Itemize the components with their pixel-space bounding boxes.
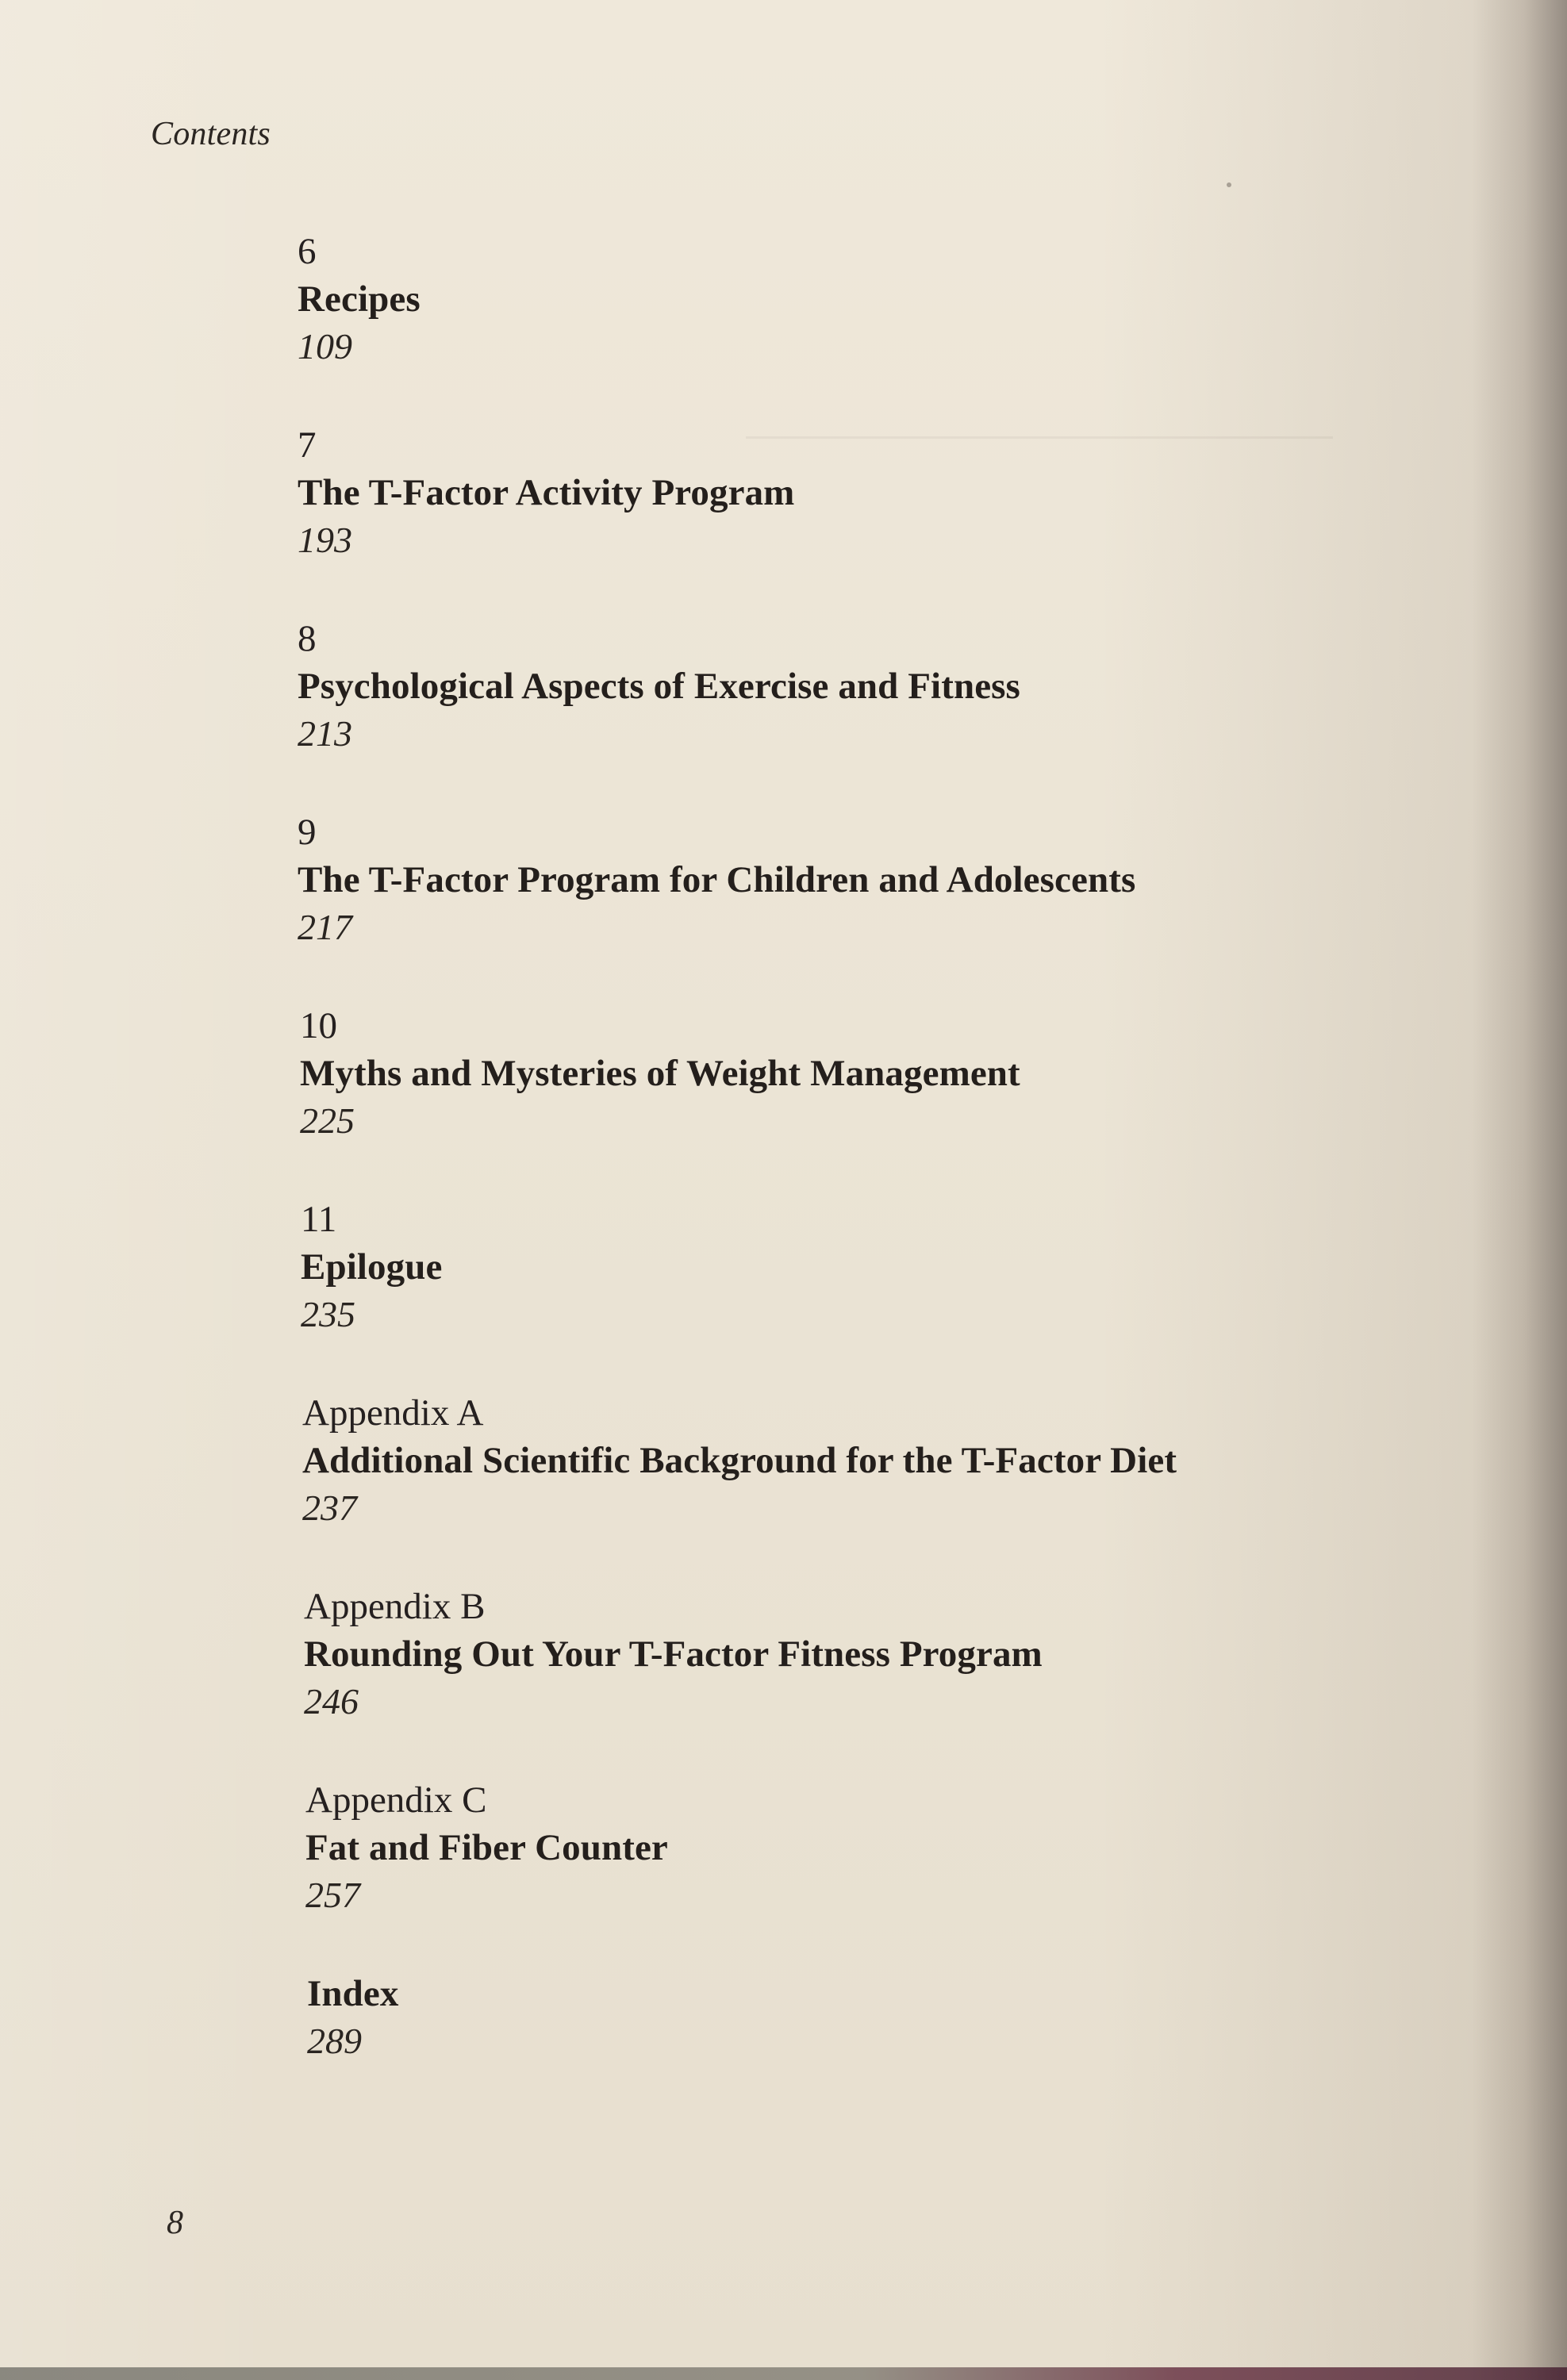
toc-entry-title: Additional Scientific Background for the T-Factor Diet [302,1440,1177,1481]
toc-entry-appendix-c [305,1776,1337,1919]
toc-entry-label: 10 [300,1005,337,1046]
toc-entry-chapter-7 [298,421,1329,564]
toc-entry-page-number: 217 [298,907,352,947]
toc-entry-page-number: 225 [300,1100,355,1141]
toc-entry-page-number: 235 [301,1294,355,1334]
toc-entry-chapter-11 [301,1196,1332,1338]
toc-entry-title: Rounding Out Your T-Factor Fitness Program [304,1633,1043,1675]
toc-entry-title: Fat and Fiber Counter [305,1827,668,1868]
page-number: 8 [167,2205,183,2241]
toc-entry-chapter-9 [298,808,1329,951]
toc-entry-label: 7 [298,424,317,466]
toc-entry-title: Epilogue [301,1246,443,1288]
toc-entry-chapter-8 [298,615,1329,758]
page-bottom-edge [0,2367,1567,2380]
toc-entry-page-number: 289 [307,2021,362,2061]
toc-entry-appendix-a [302,1389,1334,1532]
toc-entry-title: Psychological Aspects of Exercise and Fitness [298,666,1020,707]
dust-speck [1227,182,1231,187]
toc-entry-label: 6 [298,231,317,272]
toc-entry-index [307,1970,1338,2065]
running-head: Contents [151,116,271,152]
toc-entry-title: The T-Factor Activity Program [298,472,795,513]
toc-entry-label: 9 [298,812,317,853]
toc-entry-title: Recipes [298,278,421,320]
toc-entry-title: Myths and Mysteries of Weight Management [300,1053,1020,1094]
toc-entry-appendix-b [304,1583,1335,1726]
toc-entry-label: Appendix A [302,1392,484,1434]
toc-entry-page-number: 109 [298,326,352,367]
toc-entry-label: 11 [301,1199,337,1240]
toc-entry-chapter-6 [298,228,1329,370]
toc-entry-title: The T-Factor Program for Children and Adolescents [298,859,1136,900]
toc-entry-label: Appendix C [305,1779,487,1821]
toc-entry-page-number: 193 [298,520,352,560]
binding-shadow [1472,0,1567,2380]
toc-entry-label: 8 [298,618,317,659]
toc-entry-title: Index [307,1973,399,2014]
toc-entry-chapter-10 [300,1002,1331,1145]
toc-entry-label: Appendix B [304,1586,486,1627]
toc-entry-page-number: 257 [305,1875,360,1915]
toc-entry-page-number: 237 [302,1488,357,1528]
toc-entry-page-number: 213 [298,713,352,754]
toc-entry-page-number: 246 [304,1681,359,1722]
